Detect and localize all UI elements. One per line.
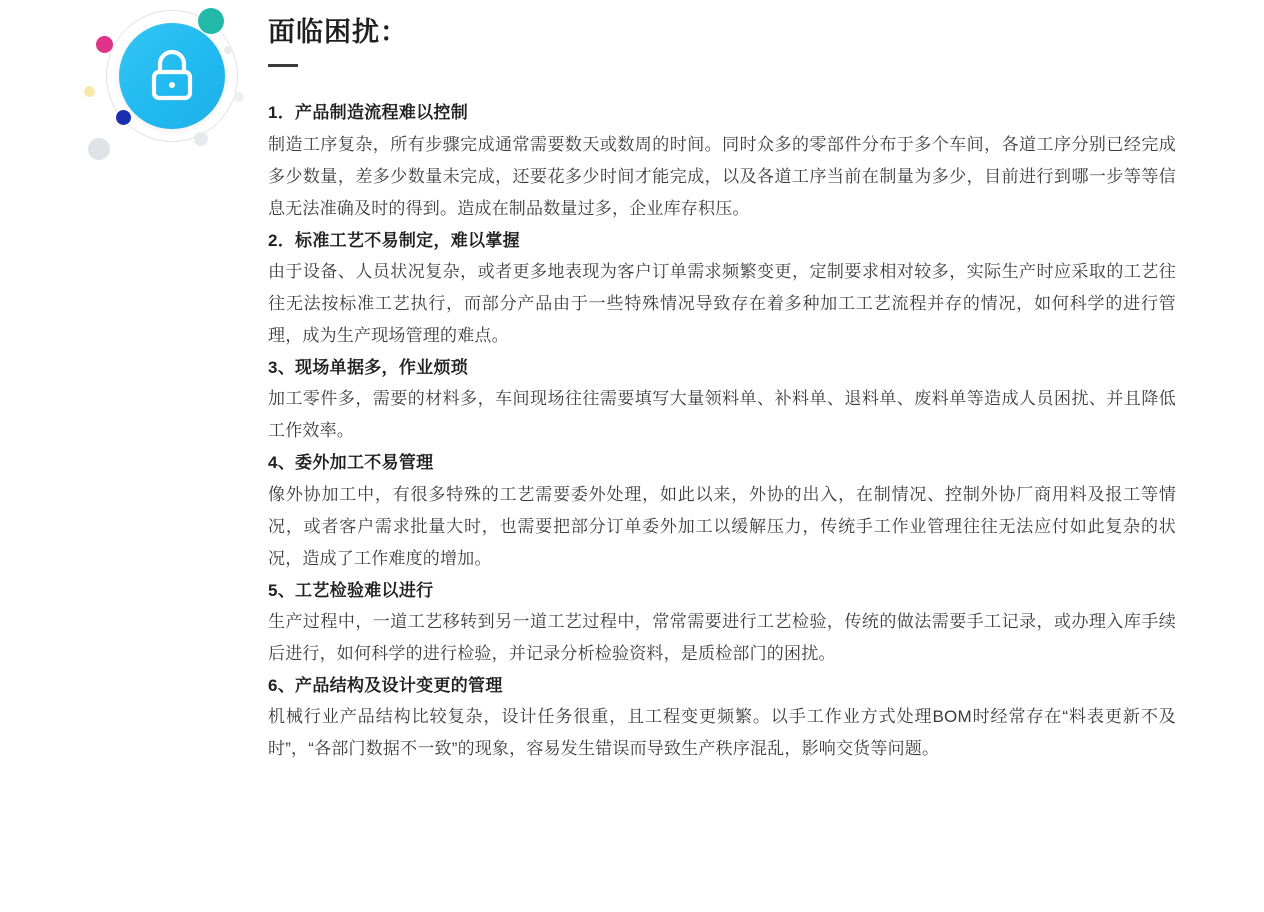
lock-icon <box>119 23 225 129</box>
decorative-dot-cream <box>84 86 95 97</box>
lock-icon-cluster <box>78 2 256 180</box>
section-6-body: 机械行业产品结构比较复杂，设计任务很重，且工程变更频繁。以手工作业方式处理BOM时经常存在“料表更新不及时”，“各部门数据不一致”的现象，容易发生错误而导致生产秩序混乱，影响交货等问题。 <box>268 707 1176 759</box>
page-title: 面临困扰： <box>268 17 408 47</box>
decorative-dot-grey-3 <box>234 92 244 102</box>
section-4-heading: 4、委外加工不易管理 <box>268 453 434 473</box>
decorative-dot-navy <box>116 110 131 125</box>
section-1-body: 制造工序复杂，所有步骤完成通常需要数天或数周的时间。同时众多的零部件分布于多个车间，各道工序分别已经完成多少数量，差多少数量未完成，还要花多少时间才能完成，以及各道工序当前在制量为多少，目前进行到哪一步等等信息无法准确及时的得到。造成在制品数量过多，企业库存积压。 <box>268 134 1176 218</box>
decorative-dot-teal <box>198 8 224 34</box>
section-1 <box>268 97 1176 224</box>
section-4-body: 像外协加工中，有很多特殊的工艺需要委外处理，如此以来，外协的出入，在制情况、控制外协厂商用料及报工等情况，或者客户需求批量大时，也需要把部分订单委外加工以缓解压力，传统手工作业管理往往无法应付如此复杂的状况，造成了工作难度的增加。 <box>268 484 1176 568</box>
section-1-heading: 1．产品制造流程难以控制 <box>268 103 469 123</box>
section-5 <box>268 575 1176 670</box>
section-2-heading: 2．标准工艺不易制定，难以掌握 <box>268 230 520 250</box>
section-5-body: 生产过程中，一道工艺移转到另一道工艺过程中，常常需要进行工艺检验，传统的做法需要手工记录，或办理入库手续后进行，如何科学的进行检验，并记录分析检验资料，是质检部门的困扰。 <box>268 612 1176 664</box>
decorative-dot-grey-1 <box>88 138 110 160</box>
content-column <box>268 16 1176 765</box>
decorative-dot-grey-4 <box>224 46 232 54</box>
section-2 <box>268 225 1176 352</box>
section-6-heading: 6、产品结构及设计变更的管理 <box>268 675 503 695</box>
decorative-dot-pink <box>96 36 113 53</box>
title-divider <box>268 64 298 67</box>
section-3 <box>268 352 1176 447</box>
section-4 <box>268 447 1176 574</box>
section-3-body: 加工零件多，需要的材料多，车间现场往往需要填写大量领料单、补料单、退料单、废料单等造成人员困扰、并且降低工作效率。 <box>268 389 1176 441</box>
section-3-heading: 3、现场单据多，作业烦琐 <box>268 357 469 377</box>
decorative-dot-grey-2 <box>194 132 208 146</box>
section-6 <box>268 670 1176 765</box>
section-2-body: 由于设备、人员状况复杂，或者更多地表现为客户订单需求频繁变更，定制要求相对较多，实际生产时应采取的工艺往往无法按标准工艺执行，而部分产品由于一些特殊情况导致存在着多种加工工艺流程并存的情况，如何科学的进行管理，成为生产现场管理的难点。 <box>268 262 1176 346</box>
section-5-heading: 5、工艺检验难以进行 <box>268 580 434 600</box>
